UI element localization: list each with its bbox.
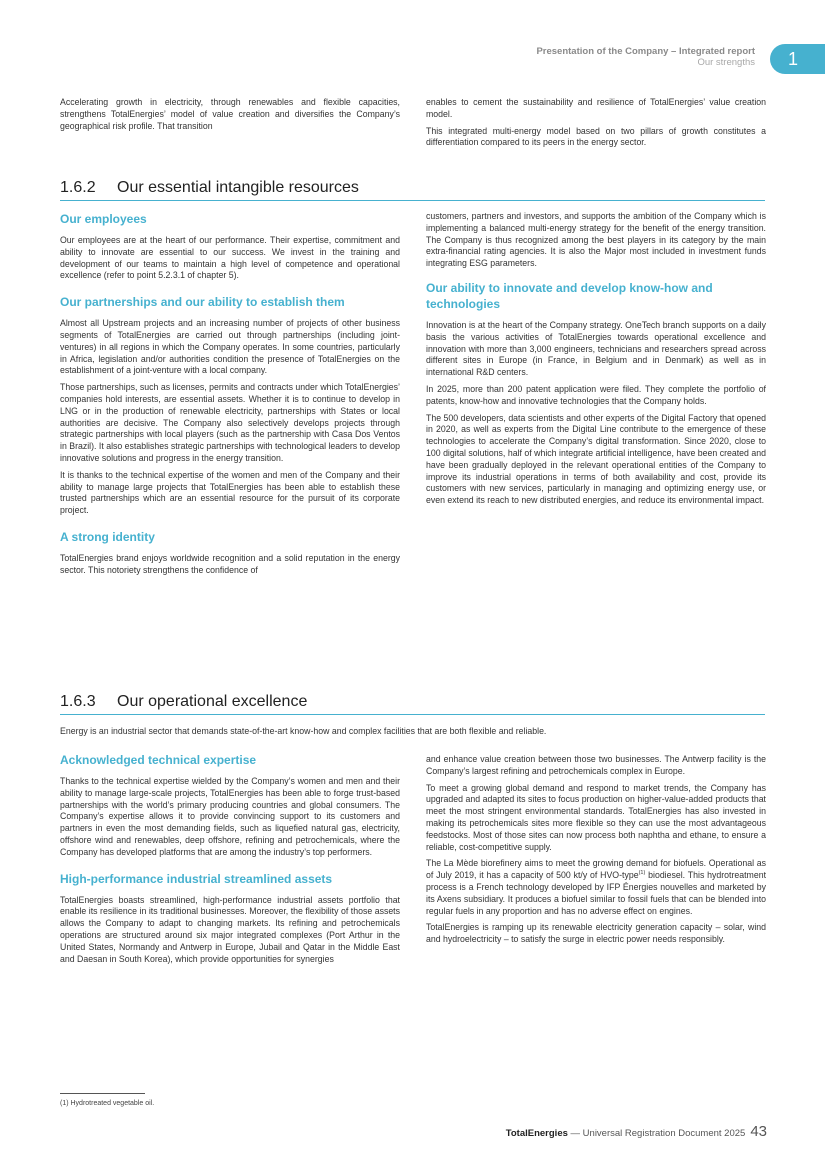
section-title: Our essential intangible resources: [117, 179, 359, 196]
paragraph: Those partnerships, such as licenses, permits and contracts under which TotalEnergies’ companies hold interests, are essential assets. Whether it is to continue to develop in LNG or in the production of renewable electricity, partnerships with States or local authorities are decisive. The Company also selectively develops projects through strategic partnerships with local players (such as the partnership with Casa Dos Ventos in Brazil). It also establishes strategic partnerships with technological leaders to develop innovative solutions and progress in the energy transition.: [60, 382, 400, 463]
paragraph: To meet a growing global demand and respond to market trends, the Company has upgraded and adapted its sites to focus production on higher-value-added products that meet the most stringent environmental standards. TotalEnergies has also invested in making its petrochemicals sites more flexible so they can use the most advantageous feedstocks. Most of those sites can now process both naphtha and ethane, to ensure a reliable, cost-competitive supply.: [426, 782, 766, 852]
subheading-assets: High-performance industrial streamlined assets: [60, 871, 333, 886]
section-heading-1-6-2: [60, 178, 765, 201]
paragraph: Accelerating growth in electricity, through renewables and flexible capacities, strengthens TotalEnergies’ model of value creation and diversifies the Company’s geographical risk profile. That transition: [60, 97, 400, 131]
footer-doc-title: — Universal Registration Document 2025: [567, 1128, 746, 1139]
paragraph: enables to cement the sustainability and resilience of TotalEnergies’ value creation model.: [426, 97, 766, 119]
paragraph: Our employees are at the heart of our performance. Their expertise, commitment and ability to innovate are essential to our success. We invest in the training and development of our teams to maintain a high level of competence and operational excellence (refer to point 5.2.3.1 of chapter 5).: [60, 235, 400, 281]
paragraph: TotalEnergies is ramping up its renewable electricity generation capacity – solar, wind and hydroelectricity – to satisfy the surge in electric power needs responsibly.: [426, 922, 766, 945]
top-right-column: [426, 97, 766, 154]
s162-right-column: [426, 211, 766, 512]
footnote: (1) Hydrotreated vegetable oil.: [60, 1100, 155, 1107]
paragraph: customers, partners and investors, and supports the ambition of the Company which is implementing a balanced multi-energy strategy for the benefit of the energy transition. The Company is thus recognized among the best players in its category by the main extra-financial rating agencies. It is also the Major most included in investment funds integrating ESG parameters.: [426, 211, 766, 269]
subheading-innovate: Our ability to innovate and develop know-how and technologies: [426, 280, 713, 311]
section-intro: Energy is an industrial sector that demands state-of-the-art know-how and complex facilities that are both flexible and reliable.: [60, 726, 547, 736]
page-number: 43: [750, 1123, 767, 1140]
subheading-identity: A strong identity: [60, 529, 155, 544]
s162-left-column: [60, 211, 400, 582]
paragraph: Innovation is at the heart of the Company strategy. OneTech branch supports on a daily basis the various activities of TotalEnergies towards operational excellence and innovation with more than 3,000 engineers, technicians and researchers spread across different sites in Europe (in France, in Belgium and in Denmark) as well as in international R&D centers.: [426, 319, 766, 378]
footnote-divider: [60, 1093, 145, 1094]
top-left-column: [60, 97, 400, 137]
paragraph: The 500 developers, data scientists and other experts of the Digital Factory that opened in 2020, as well as experts from the Digital Line contribute to the emergence of these technologies to accelerate the Company’s digital transformation. Since 2020, close to 100 digital solutions, half of which integrate artificial intelligence, have been created and have been gradually deployed in the relevant operational entities of the Company to improve its industrial operations in terms of both availability and cost, provide its customers with new services, particularly in managing and optimizing energy use, or even extend its reach to new distributed energies, and reduce its environmental impact.: [426, 412, 766, 506]
chapter-tab: 1: [770, 44, 825, 74]
paragraph: and enhance value creation between those two businesses. The Antwerp facility is the Company’s largest refining and petrochemicals complex in Europe.: [426, 754, 766, 776]
section-number: 1.6.3: [60, 693, 96, 710]
paragraph: The La Mède biorefinery aims to meet the growing demand for biofuels. Operational as of July 2019, it has a capacity of 500 kt/y of HVO-type$^{(1)}$ biodiesel. This hydrotreatment process is a French technology developed by IFP Énergies nouvelles and marketed by its Axens subsidiary. It produces a biofuel similar to fossil fuels that can be blended into regular fuels in any proportion and has no adverse effect on engines.: [426, 858, 766, 916]
paragraph: Thanks to the technical expertise wielded by the Company’s women and men and their ability to manage large-scale projects, TotalEnergies has been able to forge trust-based partnerships with the world’s primary producing countries and global consumers. The Company’s expertise allows it to provide convincing support to its customers and partners in even the most demanding fields, such as liquefied natural gas, electricity, offshore wind and renewables, deep offshore, refining and petrochemicals, where the Company has developed platforms that are among the industry’s top performers.: [60, 776, 400, 857]
s163-left-column: [60, 752, 400, 970]
footer-brand: TotalEnergies: [505, 1128, 568, 1139]
subheading-employees: Our employees: [60, 212, 147, 226]
paragraph: TotalEnergies brand enjoys worldwide recognition and a solid reputation in the energy sector. This notoriety strengthens the confidence of: [60, 552, 400, 575]
running-header: [536, 46, 755, 68]
subheading-expertise: Acknowledged technical expertise: [60, 753, 257, 767]
paragraph: Almost all Upstream projects and an increasing number of projects of other business segments of TotalEnergies are carried out through partnerships (including joint-ventures) in all regions in which the Company operates. In some countries, particularly in Africa, legislation and/or authorities condition the presence of TotalEnergies on the establishment of a joint-venture with a local company.: [60, 318, 400, 376]
paragraph: It is thanks to the technical expertise of the women and men of the Company and their ability to manage large projects that TotalEnergies has been able to establish these trusted partnerships which are an essential resource for the pursuit of its corporate project.: [60, 469, 400, 516]
header-title: Presentation of the Company – Integrated report: [536, 46, 755, 57]
section-heading-1-6-3: [60, 692, 765, 715]
page-footer: [506, 1123, 767, 1140]
header-subtitle: Our strengths: [697, 57, 755, 68]
paragraph: TotalEnergies boasts streamlined, high-performance industrial assets portfolio that enable its resilience in its traditional businesses. Moreover, the flexibility of those assets allows the Company to adapt to changing markets. Its refining and petrochemicals operations are structured around six major integrated complexes (Port Arthur in the United States, Normandy and Antwerp in Europe, Jubail and Qatar in the Middle East and Daesan in South Korea), which provide opportunities for synergies: [60, 894, 400, 964]
paragraph: In 2025, more than 200 patent application were filed. They complete the portfolio of patents, know-how and innovative technologies that the Company holds.: [426, 383, 766, 406]
paragraph: This integrated multi-energy model based on two pillars of growth constitutes a differentiation compared to its peers in the energy sector.: [426, 125, 766, 148]
footnote-ref: (1): [638, 870, 646, 877]
subheading-partnerships: Our partnerships and our ability to establish them: [60, 295, 345, 310]
section-number: 1.6.2: [60, 179, 96, 196]
section-title: Our operational excellence: [117, 693, 308, 710]
s163-right-column: [426, 754, 766, 951]
